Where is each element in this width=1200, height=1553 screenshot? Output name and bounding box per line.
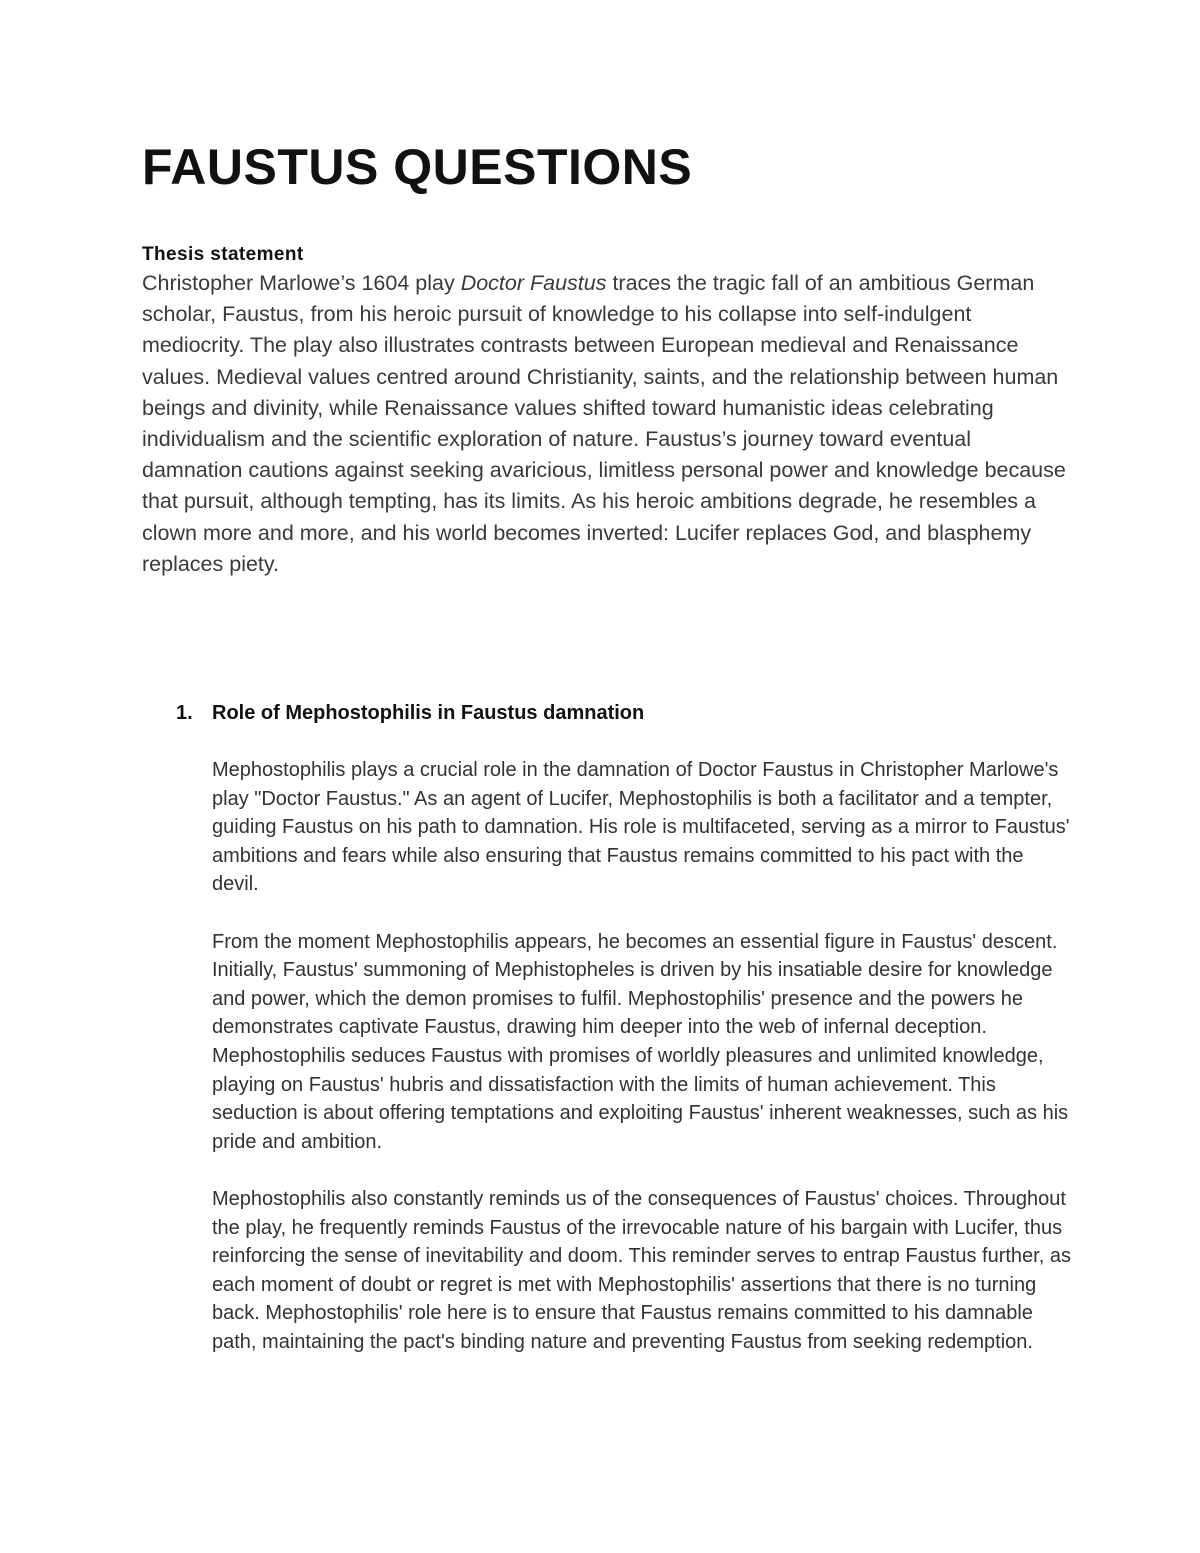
play-title-italic: Doctor Faustus <box>460 271 607 295</box>
question-heading <box>176 698 1076 728</box>
thesis-text-start: Christopher Marlowe’s 1604 play <box>142 271 461 295</box>
answer-paragraph: Mephostophilis also constantly reminds us of the consequences of Faustus' choices. Throughout the play, he frequently reminds Faustus of the irrevocable nature of his bargain with Lucifer, thus reinforcing the sense of inevitability and doom. This reminder serves to entrap Faustus further, as each moment of doubt or regret is met with Mephostophilis' assertions that there is no turning back. Mephostophilis' role here is to ensure that Faustus remains committed to his damnable path, maintaining the pact's binding nature and preventing Faustus from seeking redemption. <box>212 1187 1071 1353</box>
question-number: 1. <box>176 702 193 724</box>
thesis-paragraph <box>142 268 1072 580</box>
thesis-heading: Thesis statement <box>142 244 304 265</box>
document-title: FAUSTUS QUESTIONS <box>142 139 693 195</box>
question-item <box>176 698 1076 1356</box>
thesis-text-rest: traces the tragic fall of an ambitious German scholar, Faustus, from his heroic pursuit of knowledge to his collapse into self-indulgent mediocrity. The play also illustrates contrasts between European medieval and Renaissance values. Medieval values centred around Christianity, saints, and the relationship between human beings and divinity, while Renaissance values shifted toward humanistic ideas celebrating individualism and the scientific exploration of nature. Faustus’s journey toward eventual damnation cautions against seeking avaricious, limitless personal power and knowledge because that pursuit, although tempting, has its limits. As his heroic ambitions degrade, he resembles a clown more and more, and his world becomes inverted: Lucifer replaces God, and blasphemy replaces piety. <box>142 271 1066 576</box>
question-heading-text: Role of Mephostophilis in Faustus damnation <box>212 702 645 724</box>
answer-paragraph: Mephostophilis plays a crucial role in the damnation of Doctor Faustus in Christopher Marlowe's play "Doctor Faustus." As an agent of Lucifer, Mephostophilis is both a facilitator and a tempter, guiding Faustus on his path to damnation. His role is multifaceted, serving as a mirror to Faustus' ambitions and fears while also ensuring that Faustus remains committed to his pact with the devil. <box>212 759 1070 896</box>
answer-paragraph: From the moment Mephostophilis appears, he becomes an essential figure in Faustus' descent. Initially, Faustus' summoning of Mephistopheles is driven by his insatiable desire for knowledge and power, which the demon promises to fulfil. Mephostophilis' presence and the powers he demonstrates captivate Faustus, drawing him deeper into the web of infernal deception. Mephostophilis seduces Faustus with promises of worldly pleasures and unlimited knowledge, playing on Faustus' hubris and dissatisfaction with the limits of human achievement. This seduction is about offering temptations and exploiting Faustus' inherent weaknesses, such as his pride and ambition. <box>212 930 1069 1153</box>
question-list <box>176 698 1076 1356</box>
